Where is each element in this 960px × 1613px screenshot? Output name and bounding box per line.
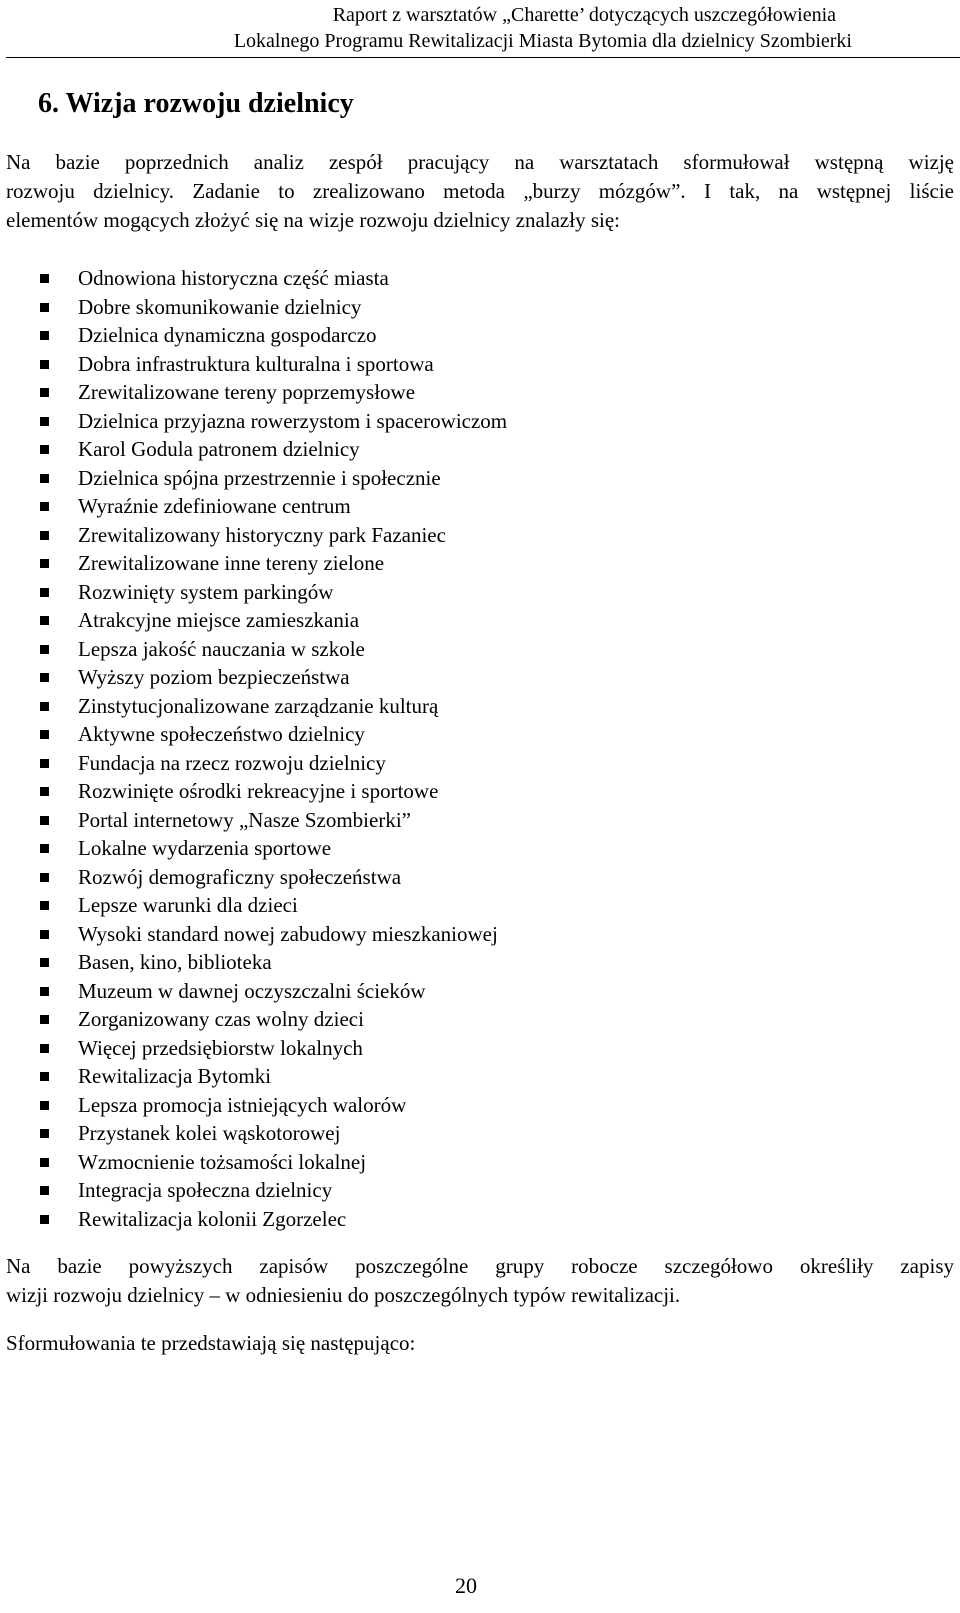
list-item <box>0 435 507 464</box>
square-bullet-icon <box>40 531 49 540</box>
list-item <box>0 606 507 635</box>
list-item-text: Lokalne wydarzenia sportowe <box>78 836 332 860</box>
square-bullet-icon <box>40 331 49 340</box>
intro-paragraph <box>6 148 954 235</box>
list-item <box>0 549 507 578</box>
square-bullet-icon <box>40 474 49 483</box>
square-bullet-icon <box>40 901 49 910</box>
list-item <box>0 1148 507 1177</box>
square-bullet-icon <box>40 1215 49 1224</box>
square-bullet-icon <box>40 930 49 939</box>
list-item-text: Zinstytucjonalizowane zarządzanie kulturą <box>78 693 439 718</box>
square-bullet-icon <box>40 502 49 511</box>
list-item <box>0 378 507 407</box>
list-item <box>0 492 507 521</box>
list-item <box>0 948 507 977</box>
list-item-text: Zrewitalizowane tereny poprzemysłowe <box>78 380 416 404</box>
header-line-1: Raport z warsztatów „Charette’ dotyczących uszczegółowienia <box>332 4 836 26</box>
list-item-text: Lepsze warunki dla dzieci <box>78 893 298 917</box>
summary-line-2: wizji rozwoju dzielnicy – w odniesieniu do poszczególnych typów rewitalizacji. <box>6 1283 681 1307</box>
list-item <box>0 350 507 379</box>
list-item-text: Dzielnica dynamiczna gospodarczo <box>78 323 377 347</box>
list-item <box>0 920 507 949</box>
list-item-text: Rozwój demograficzny społeczeństwa <box>78 864 402 889</box>
list-item-text: Dzielnica spójna przestrzennie i społecznie <box>78 465 441 490</box>
list-item-text: Rewitalizacja Bytomki <box>78 1064 272 1088</box>
list-item <box>0 1119 507 1148</box>
square-bullet-icon <box>40 588 49 597</box>
list-item-text: Rewitalizacja kolonii Zgorzelec <box>78 1206 347 1231</box>
list-item-text: Przystanek kolei wąskotorowej <box>78 1121 341 1145</box>
list-item-text: Rozwinięte ośrodki rekreacyjne i sportowe <box>78 779 439 803</box>
section-title: 6. Wizja rozwoju dzielnicy <box>38 88 354 119</box>
list-item <box>0 777 507 806</box>
list-item <box>0 977 507 1006</box>
square-bullet-icon <box>40 388 49 397</box>
list-item <box>0 1005 507 1034</box>
list-item <box>0 863 507 892</box>
square-bullet-icon <box>40 873 49 882</box>
square-bullet-icon <box>40 1158 49 1167</box>
list-item <box>0 1176 507 1205</box>
square-bullet-icon <box>40 1044 49 1053</box>
list-item <box>0 521 507 550</box>
square-bullet-icon <box>40 1186 49 1195</box>
list-item-text: Fundacja na rzecz rozwoju dzielnicy <box>78 750 386 775</box>
square-bullet-icon <box>40 360 49 369</box>
square-bullet-icon <box>40 417 49 426</box>
square-bullet-icon <box>40 1015 49 1024</box>
square-bullet-icon <box>40 958 49 967</box>
header-divider <box>6 57 960 58</box>
list-item-text: Wzmocnienie tożsamości lokalnej <box>78 1149 367 1174</box>
list-item <box>0 578 507 607</box>
square-bullet-icon <box>40 759 49 768</box>
list-item <box>0 635 507 664</box>
list-item <box>0 891 507 920</box>
closing-line: Sformułowania te przedstawiają się następująco: <box>6 1331 416 1355</box>
square-bullet-icon <box>40 616 49 625</box>
list-item-text: Lepsza promocja istniejących walorów <box>78 1092 407 1117</box>
list-item-text: Basen, kino, biblioteka <box>78 950 272 974</box>
list-item-text: Wyraźnie zdefiniowane centrum <box>78 494 351 518</box>
list-item-text: Więcej przedsiębiorstw lokalnych <box>78 1035 363 1060</box>
list-item-text: Karol Godula patronem dzielnicy <box>78 437 360 461</box>
intro-line-3: elementów mogących złożyć się na wizje rozwoju dzielnicy znalazły się: <box>6 208 620 232</box>
list-item <box>0 464 507 493</box>
list-item <box>0 1034 507 1063</box>
summary-paragraph <box>6 1252 954 1310</box>
list-item-text: Aktywne społeczeństwo dzielnicy <box>78 722 365 746</box>
running-header <box>0 0 960 54</box>
list-item <box>0 663 507 692</box>
square-bullet-icon <box>40 645 49 654</box>
list-item <box>0 834 507 863</box>
square-bullet-icon <box>40 1129 49 1138</box>
square-bullet-icon <box>40 730 49 739</box>
vision-elements-list <box>0 264 507 1233</box>
list-item-text: Wysoki standard nowej zabudowy mieszkaniowej <box>78 921 498 946</box>
list-item <box>0 806 507 835</box>
intro-line-1: Na bazie poprzednich analiz zespół pracujący na warsztatach sformułował wstępną wizję <box>6 150 954 174</box>
list-item <box>0 720 507 749</box>
closing-sentence <box>6 1329 954 1358</box>
square-bullet-icon <box>40 559 49 568</box>
square-bullet-icon <box>40 303 49 312</box>
summary-line-1: Na bazie powyższych zapisów poszczególne grupy robocze szczegółowo określiły zapisy <box>6 1254 954 1278</box>
page-number: 20 <box>455 1573 477 1598</box>
list-item-text: Zrewitalizowany historyczny park Fazaniec <box>78 522 446 547</box>
square-bullet-icon <box>40 274 49 283</box>
header-line-2: Lokalnego Programu Rewitalizacji Miasta Bytomia dla dzielnicy Szombierki <box>233 30 852 52</box>
list-item <box>0 692 507 721</box>
list-item <box>0 264 507 293</box>
square-bullet-icon <box>40 816 49 825</box>
square-bullet-icon <box>40 1101 49 1110</box>
list-item-text: Muzeum w dawnej oczyszczalni ścieków <box>78 978 426 1003</box>
list-item-text: Integracja społeczna dzielnicy <box>78 1178 333 1202</box>
list-item <box>0 321 507 350</box>
list-item-text: Portal internetowy „Nasze Szombierki” <box>78 807 411 832</box>
square-bullet-icon <box>40 1072 49 1081</box>
list-item-text: Rozwinięty system parkingów <box>78 579 334 604</box>
list-item-text: Dobre skomunikowanie dzielnicy <box>78 294 362 319</box>
square-bullet-icon <box>40 445 49 454</box>
list-item-text: Wyższy poziom bezpieczeństwa <box>78 665 350 689</box>
list-item <box>0 293 507 322</box>
list-item <box>0 1062 507 1091</box>
square-bullet-icon <box>40 702 49 711</box>
list-item-text: Lepsza jakość nauczania w szkole <box>78 636 365 661</box>
intro-line-2: rozwoju dzielnicy. Zadanie to zrealizowano metoda „burzy mózgów”. I tak, na wstępnej liście <box>6 179 954 203</box>
list-item-text: Zorganizowany czas wolny dzieci <box>78 1007 364 1031</box>
list-item-text: Atrakcyjne miejsce zamieszkania <box>78 608 360 632</box>
square-bullet-icon <box>40 987 49 996</box>
list-item <box>0 1091 507 1120</box>
list-item-text: Zrewitalizowane inne tereny zielone <box>78 551 385 575</box>
list-item-text: Dobra infrastruktura kulturalna i sportowa <box>78 351 434 376</box>
list-item <box>0 1205 507 1234</box>
square-bullet-icon <box>40 844 49 853</box>
list-item <box>0 407 507 436</box>
list-item <box>0 749 507 778</box>
list-item-text: Dzielnica przyjazna rowerzystom i spacerowiczom <box>78 408 508 433</box>
square-bullet-icon <box>40 673 49 682</box>
list-item-text: Odnowiona historyczna część miasta <box>78 266 389 290</box>
square-bullet-icon <box>40 787 49 796</box>
